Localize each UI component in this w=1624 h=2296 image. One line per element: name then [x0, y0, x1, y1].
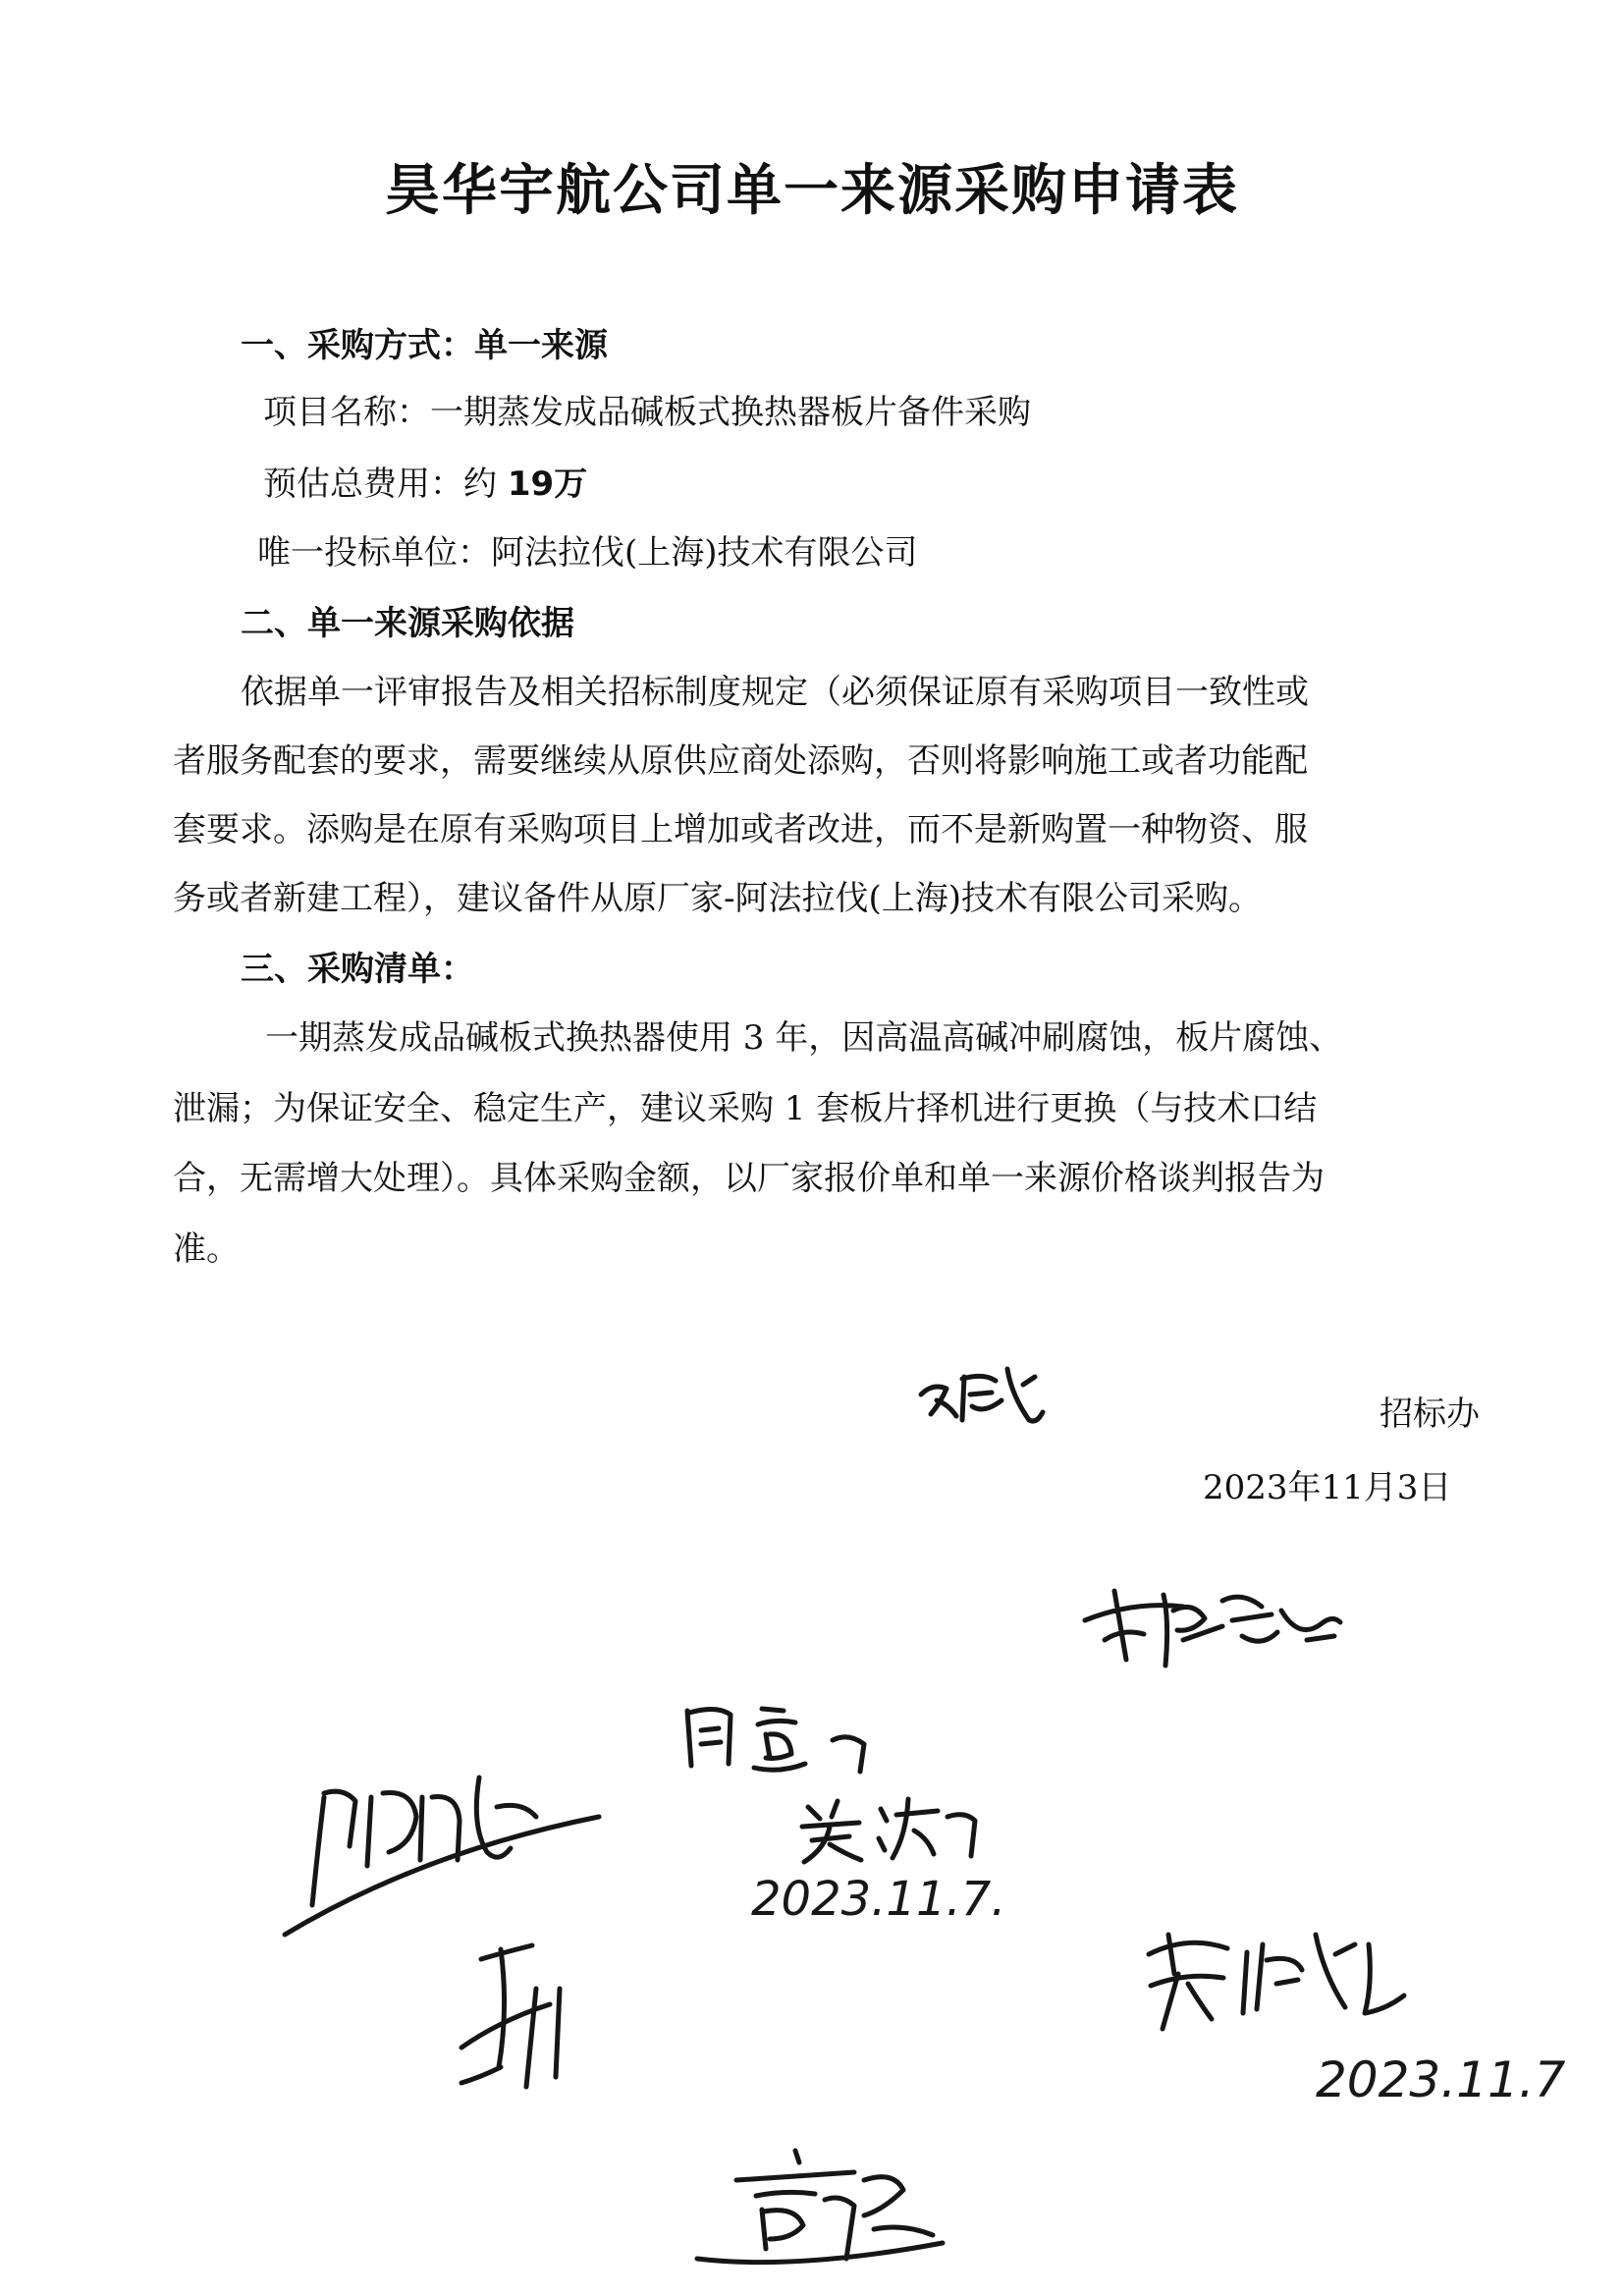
sole-bidder-value: 阿法拉伐(上海)技术有限公司 — [491, 533, 918, 573]
handwritten-signature-1 — [913, 1355, 1051, 1434]
handwritten-signature-6 — [1129, 1915, 1414, 2033]
section-2-heading: 二、单一来源采购依据 — [241, 604, 574, 643]
handwritten-approval-note — [668, 1689, 903, 1777]
section-3-heading: 三、采购清单： — [241, 950, 474, 989]
handwritten-date-2 — [1316, 2043, 1571, 2121]
document-title: 昊华宇航公司单一来源采购申请表 — [385, 159, 1239, 223]
handwritten-signature-4 — [265, 1758, 599, 1954]
project-name-row — [263, 393, 1031, 432]
handwritten-date-2-text: 2023.11.7 — [1316, 2051, 1566, 2108]
section-2-line-2: 者服务配套的要求，需要继续从原供应商处添购，否则将影响施工或者功能配 — [173, 741, 1308, 781]
handwritten-signature-3 — [790, 1787, 987, 1866]
estimated-cost-value: 19万 — [507, 465, 588, 504]
section-1-heading: 一、采购方式：单一来源 — [241, 326, 608, 365]
handwritten-signature-7 — [668, 2141, 962, 2288]
project-name-value: 一期蒸发成品碱板式换热器板片备件采购 — [430, 393, 1031, 432]
estimated-cost-label: 预估总费用：约 — [263, 465, 497, 504]
handwritten-signature-2 — [1075, 1571, 1350, 1679]
project-name-label: 项目名称： — [263, 393, 430, 432]
section-3-line-4: 准。 — [173, 1230, 240, 1269]
sole-bidder-label: 唯一投标单位： — [257, 533, 491, 573]
section-2-line-4: 务或者新建工程），建议备件从原厂家-阿法拉伐(上海)技术有限公司采购。 — [173, 879, 1263, 918]
document-date: 2023年11月3日 — [1203, 1468, 1452, 1507]
section-3-line-3: 合，无需增大处理）。具体采购金额，以厂家报价单和单一来源价格谈判报告为 — [173, 1159, 1325, 1198]
section-3-line-1: 一期蒸发成品碱板式换热器使用 3 年，因高温高碱冲刷腐蚀，板片腐蚀、 — [265, 1018, 1343, 1058]
sole-bidder-row — [257, 533, 918, 573]
estimated-cost-row — [263, 465, 587, 504]
section-3-line-2: 泄漏；为保证安全、稳定生产，建议采购 1 套板片择机进行更换（与技术口结 — [173, 1089, 1318, 1128]
handwritten-date-1 — [751, 1866, 1065, 1935]
handwritten-date-1-text: 2023.11.7. — [751, 1872, 1006, 1927]
department-label: 招标办 — [1380, 1394, 1480, 1434]
handwritten-signature-5 — [442, 1930, 599, 2097]
section-2-line-3: 套要求。添购是在原有采购项目上增加或者改进，而不是新购置一种物资、服 — [173, 810, 1308, 849]
section-2-line-1: 依据单一评审报告及相关招标制度规定（必须保证原有采购项目一致性或 — [241, 673, 1309, 712]
